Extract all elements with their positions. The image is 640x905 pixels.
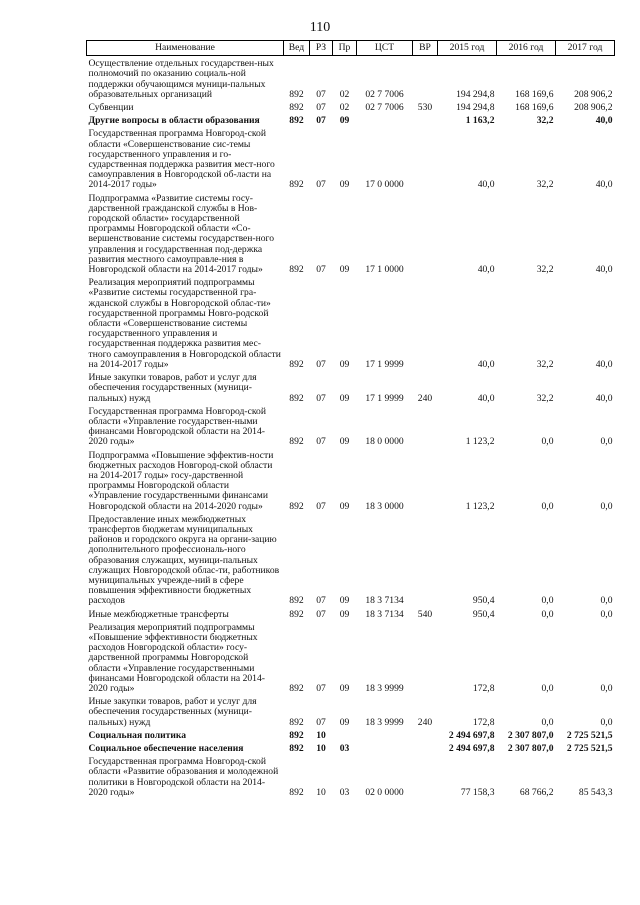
row-vr-cell: [413, 754, 438, 798]
row-vr-cell: 240: [417, 716, 433, 728]
row-2017-cell: 40,0: [595, 179, 613, 191]
table-header-row: [87, 41, 615, 56]
row-vr-cell: [413, 448, 438, 512]
row-vr-cell: [413, 191, 438, 276]
row-ved-cell: 892: [289, 264, 304, 276]
table-row: [87, 56, 615, 100]
row-cst-cell: 17 0 0000: [365, 179, 404, 191]
row-2015-cell: 1 123,2: [465, 436, 495, 448]
row-2015-cell: 40,0: [477, 179, 495, 191]
row-2016-cell: 32,2: [536, 264, 554, 276]
row-2017-cell: 2 725 521,5: [566, 743, 613, 754]
row-rz-cell: 07: [316, 88, 326, 100]
table-row: [87, 512, 615, 607]
row-2017-cell: 40,0: [595, 392, 613, 404]
row-ved-cell: 892: [289, 392, 304, 404]
header-cst: ЦСТ: [357, 41, 413, 56]
table-row: [87, 728, 615, 741]
row-2015-cell: 2 494 697,8: [448, 729, 495, 741]
row-pr-cell: 09: [339, 682, 350, 694]
row-2015-cell: 40,0: [477, 392, 495, 404]
row-rz-cell: 07: [316, 682, 326, 694]
row-2017-cell: 2 725 521,5: [566, 729, 613, 741]
row-2015-cell: 1 163,2: [465, 115, 495, 127]
row-2016-cell: 32,2: [536, 179, 554, 191]
row-2016-cell: 168 169,6: [515, 102, 554, 114]
row-name-cell: Иные межбюджетные трансферты: [88, 608, 229, 620]
row-2015-cell: 950,4: [472, 608, 495, 620]
row-ved-cell: 892: [289, 716, 304, 728]
row-ved-cell: 892: [289, 500, 304, 512]
row-ved-cell: 892: [289, 743, 304, 754]
header-vr: ВР: [413, 41, 438, 56]
row-2015-cell: 172,8: [472, 716, 495, 728]
row-2016-cell: 0,0: [541, 682, 554, 694]
row-rz-cell: 10: [316, 786, 326, 798]
row-2016-cell: 0,0: [541, 500, 554, 512]
row-2016-cell: 0,0: [541, 716, 554, 728]
row-2017-cell: 0,0: [600, 595, 613, 607]
row-vr-cell: [413, 113, 438, 126]
row-cst-cell: 02 0 0000: [365, 786, 404, 798]
row-vr-cell: [413, 404, 438, 448]
row-2017-cell: 40,0: [595, 358, 613, 370]
row-2015-cell: 1 123,2: [465, 500, 495, 512]
table-row: [87, 404, 615, 448]
row-2017-cell: 0,0: [600, 682, 613, 694]
row-vr-cell: [413, 512, 438, 607]
row-rz-cell: 07: [316, 436, 326, 448]
table-row: [87, 113, 615, 126]
row-ved-cell: 892: [289, 608, 304, 620]
table-row: [87, 620, 615, 694]
row-cst-cell: 17 1 9999: [365, 358, 404, 370]
row-ved-cell: 892: [289, 88, 304, 100]
row-vr-cell: [413, 620, 438, 694]
row-name-cell: Государственная программа Новгород-ской области «Развитие образования и молодежной политики в Новгородской области на 2014-2020 годы»: [88, 756, 279, 798]
row-cst-cell: 17 1 9999: [365, 392, 404, 404]
row-ved-cell: 892: [289, 115, 304, 127]
row-pr-cell: 09: [339, 115, 350, 127]
row-2017-cell: 40,0: [595, 264, 613, 276]
row-pr-cell: 09: [339, 264, 350, 276]
row-2017-cell: 40,0: [595, 115, 613, 127]
row-rz-cell: 07: [316, 179, 326, 191]
row-ved-cell: 892: [289, 595, 304, 607]
row-2016-cell: 2 307 807,0: [507, 743, 554, 754]
table-body: [87, 56, 615, 798]
row-vr-cell: [413, 741, 438, 754]
row-cst-cell: [357, 728, 413, 741]
row-2015-cell: 2 494 697,8: [448, 743, 495, 754]
table-row: [87, 741, 615, 754]
row-2016-cell: 32,2: [536, 358, 554, 370]
header-name: Наименование: [87, 41, 284, 56]
table-row: [87, 607, 615, 620]
table-row: [87, 754, 615, 798]
table-row: [87, 100, 615, 113]
header-2015: 2015 год: [438, 41, 497, 56]
row-ved-cell: 892: [289, 436, 304, 448]
table-row: [87, 370, 615, 404]
row-2015-cell: 194 294,8: [456, 88, 495, 100]
row-cst-cell: 18 3 9999: [365, 716, 404, 728]
header-ved: Вед: [284, 41, 310, 56]
row-vr-cell: [413, 56, 438, 100]
row-2015-cell: 40,0: [477, 358, 495, 370]
row-vr-cell: 530: [417, 102, 433, 114]
row-name-cell: Социальная политика: [88, 729, 187, 741]
header-2017: 2017 год: [556, 41, 615, 56]
row-2016-cell: 2 307 807,0: [507, 729, 554, 741]
row-2015-cell: 194 294,8: [456, 102, 495, 114]
table-row: [87, 191, 615, 276]
row-name-cell: Предоставление иных межбюджетных трансфертов бюджетам муниципальных районов и городского округа на органи-зацию дополнительного профессиональ-ного образования служащих, муници-пальных служащих Новгородской облас-ти, работников муниципальных учрежде-ний в сфере повышения эффективности бюджетных расходов: [88, 513, 280, 607]
row-cst-cell: 02 7 7006: [365, 102, 404, 114]
row-cst-cell: 17 1 0000: [365, 264, 404, 276]
row-vr-cell: [413, 275, 438, 370]
row-pr-cell: 03: [339, 786, 350, 798]
row-rz-cell: 07: [316, 608, 326, 620]
row-vr-cell: [413, 728, 438, 741]
row-vr-cell: 240: [417, 392, 433, 404]
row-ved-cell: 892: [289, 729, 304, 741]
row-name-cell: Другие вопросы в области образования: [88, 115, 260, 127]
row-rz-cell: 07: [316, 500, 326, 512]
row-pr-cell: 03: [339, 743, 350, 754]
row-pr-cell: 09: [339, 716, 350, 728]
row-pr-cell: 09: [339, 608, 350, 620]
row-pr-cell: 02: [339, 88, 350, 100]
row-cst-cell: 18 3 9999: [365, 682, 404, 694]
row-pr-cell: 09: [339, 358, 350, 370]
row-2016-cell: 0,0: [541, 608, 554, 620]
row-ved-cell: 892: [289, 179, 304, 191]
row-2015-cell: 172,8: [472, 682, 495, 694]
row-2015-cell: 950,4: [472, 595, 495, 607]
row-ved-cell: 892: [289, 786, 304, 798]
row-2017-cell: 0,0: [600, 716, 613, 728]
row-cst-cell: 02 7 7006: [365, 88, 404, 100]
row-ved-cell: 892: [289, 102, 304, 114]
header-2016: 2016 год: [497, 41, 556, 56]
row-vr-cell: [413, 126, 438, 190]
row-rz-cell: 07: [316, 115, 326, 127]
row-pr-cell: 09: [339, 392, 350, 404]
row-cst-cell: [357, 113, 413, 126]
row-name-cell: Реализация мероприятий подпрограммы «Повышение эффективности бюджетных расходов Новгородской области» госу-дарственной программы Новгородской области «Управление государственными финансами Новгородской области на 2014-2020 годы»: [88, 621, 265, 694]
row-pr-cell: 09: [339, 179, 350, 191]
row-ved-cell: 892: [289, 682, 304, 694]
row-rz-cell: 07: [316, 358, 326, 370]
row-rz-cell: 07: [316, 392, 326, 404]
row-cst-cell: 18 0 0000: [365, 436, 404, 448]
row-name-cell: Социальное обеспечение населения: [88, 743, 244, 754]
budget-table: [86, 40, 615, 798]
row-cst-cell: 18 3 0000: [365, 500, 404, 512]
row-name-cell: Государственная программа Новгород-ской области «Совершенствование сис-темы государственного управления и го-сударственная поддержка развития мест-ного самоуправления в Новгородской об-ласти на 2014-2017 годы»: [88, 128, 275, 191]
row-2017-cell: 208 906,2: [574, 102, 613, 114]
table-row: [87, 126, 615, 190]
row-rz-cell: 07: [316, 102, 326, 114]
row-pr-cell: 09: [339, 500, 350, 512]
row-pr-cell: 02: [339, 102, 350, 114]
row-rz-cell: 07: [316, 264, 326, 276]
row-2016-cell: 32,2: [536, 115, 554, 127]
table-row: [87, 275, 615, 370]
row-name-cell: Иные закупки товаров, работ и услуг для обеспечения государственных (муници-пальных) нужд: [88, 696, 257, 728]
row-2017-cell: 0,0: [600, 436, 613, 448]
row-name-cell: Государственная программа Новгород-ской области «Управление государствен-ными финансами Новгородской области на 2014-2020 годы»: [88, 405, 266, 448]
page-number: 110: [309, 20, 331, 35]
row-name-cell: Подпрограмма «Развитие системы госу-дарственной гражданской службы в Нов-городской области» государственной программы Новгородской области «Со-вершенствование системы государствен-ного управления и государственная под-держка развития местного самоуправле-ния в Новгородской области на 2014-2017 годы»: [88, 192, 275, 276]
row-2016-cell: 0,0: [541, 595, 554, 607]
header-pr: Пр: [333, 41, 357, 56]
row-cst-cell: 18 3 7134: [365, 608, 404, 620]
table-row: [87, 448, 615, 512]
row-2015-cell: 77 158,3: [460, 786, 495, 798]
row-pr-cell: [333, 728, 357, 741]
row-2017-cell: 208 906,2: [574, 88, 613, 100]
row-vr-cell: 540: [417, 608, 433, 620]
row-2016-cell: 168 169,6: [515, 88, 554, 100]
row-ved-cell: 892: [289, 358, 304, 370]
row-rz-cell: 07: [316, 716, 326, 728]
row-2017-cell: 0,0: [600, 500, 613, 512]
row-cst-cell: [357, 741, 413, 754]
header-rz: РЗ: [310, 41, 333, 56]
row-name-cell: Субвенции: [88, 102, 134, 114]
row-2015-cell: 40,0: [477, 264, 495, 276]
row-2017-cell: 85 543,3: [578, 786, 613, 798]
row-rz-cell: 10: [316, 729, 326, 741]
row-2016-cell: 68 766,2: [519, 786, 554, 798]
row-pr-cell: 09: [339, 436, 350, 448]
row-2016-cell: 32,2: [536, 392, 554, 404]
row-2016-cell: 0,0: [541, 436, 554, 448]
row-name-cell: Иные закупки товаров, работ и услуг для обеспечения государственных (муници-пальных) нужд: [88, 372, 257, 404]
row-name-cell: Осуществление отдельных государствен-ных полномочий по оказанию социаль-ной поддержки обучающимся муници-пальных образовательных организаций: [88, 58, 274, 100]
table-row: [87, 694, 615, 728]
row-2017-cell: 0,0: [600, 608, 613, 620]
row-pr-cell: 09: [339, 595, 350, 607]
row-cst-cell: 18 3 7134: [365, 595, 404, 607]
row-name-cell: Подпрограмма «Повышение эффектив-ности бюджетных расходов Новгород-ской области на 2014-2017 годы» госу-дарственной программы Новгородской области «Управление государственными финансами Новгородской области на 2014-2020 годы»: [88, 449, 274, 512]
row-rz-cell: 10: [316, 743, 326, 754]
row-rz-cell: 07: [316, 595, 326, 607]
row-name-cell: Реализация мероприятий подпрограммы «Развитие системы государственной гра-жданской службы в Новгородской облас-ти» государственной программы Новго-родской области «Совершенствование системы государственного управления и государственная поддержка развития мес-тного самоуправления в Новгородской области на 2014-2017 годы»: [88, 277, 281, 370]
